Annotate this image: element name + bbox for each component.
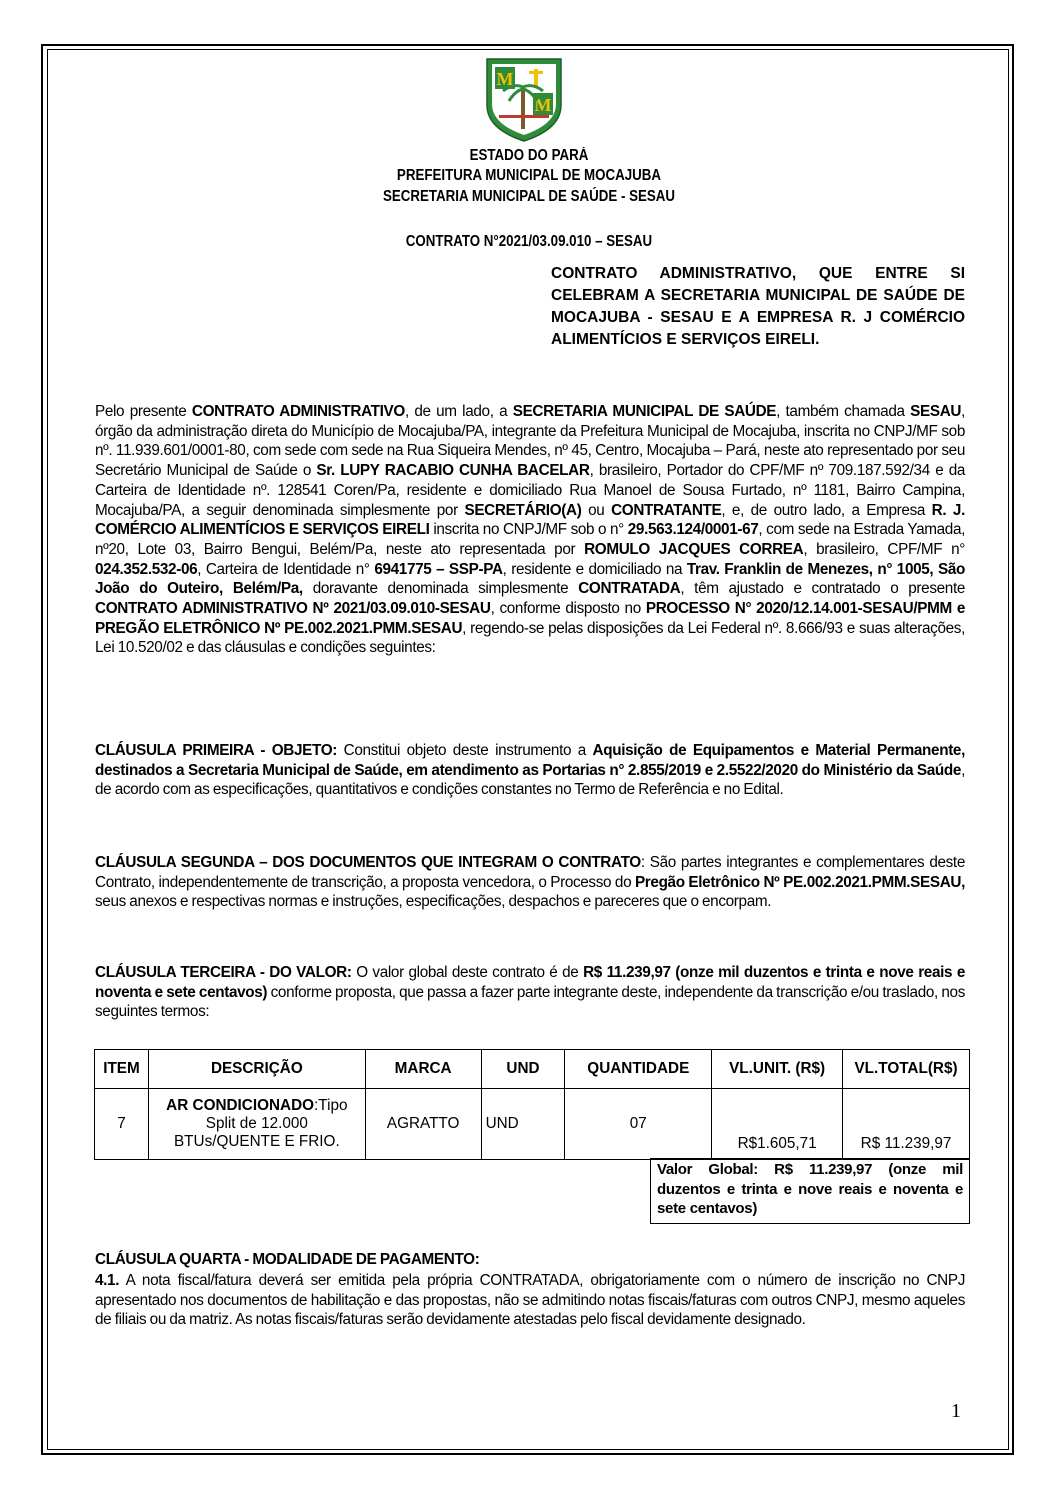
table-header-cell: ITEM [95,1050,149,1089]
table-header-row [95,1050,970,1089]
quantity-cell: 07 [565,1089,712,1160]
table-header-cell: VL.UNIT. (R$) [712,1050,843,1089]
description-cell: AR CONDICIONADO:Tipo Split de 12.000 BTUs/QUENTE E FRIO. [148,1089,365,1160]
contract-summary: CONTRATO ADMINISTRATIVO, QUE ENTRE SI CELEBRAM A SECRETARIA MUNICIPAL DE SAÚDE DE MOCAJUBA - SESAU E A EMPRESA R. J COMÉRCIO ALIMENTÍCIOS E SERVIÇOS EIRELI. [551,265,965,348]
global-value-box: Valor Global: R$ 11.239,97 (onze mil duzentos e trinta e nove reais e noventa e sete centavos) [650,1158,970,1224]
table-header-cell: VL.TOTAL(R$) [843,1050,970,1089]
header-prefecture: PREFEITURA MUNICIPAL DE MOCAJUBA [396,167,662,184]
logo-letter-top: M [496,69,514,89]
table-header-cell: UND [481,1050,565,1089]
table-header-cell: MARCA [365,1050,481,1089]
items-table [94,1049,970,1160]
unit-price-cell: R$1.605,71 [712,1089,843,1160]
item-number-cell: 7 [95,1089,149,1160]
clause-fourth-title: CLÁUSULA QUARTA - MODALIDADE DE PAGAMENTO: [95,1251,480,1268]
clause-second-paragraph: CLÁUSULA SEGUNDA – DOS DOCUMENTOS QUE INTEGRAM O CONTRATO: São partes integrantes e complementares deste Contrato, independentemente de transcrição, a proposta vencedora, o Processo do Pregão Eletrônico Nº PE.002.2021.PMM.SESAU, seus anexos e respectivas normas e instruções, especificações, despachos e pareceres que o encorpam. [95,854,965,911]
clause-first-paragraph: CLÁUSULA PRIMEIRA - OBJETO: Constitui objeto deste instrumento a Aquisição de Equipamentos e Material Permanente, destinados a Secretaria Municipal de Saúde, em atendimento as Portarias n° 2.855/2019 e 2.5522/2020 do Ministério da Saúde, de acordo com as especificações, quantitativos e condições constantes no Termo de Referência e no Edital. [95,742,965,799]
clause-fourth-paragraph: 4.1. A nota fiscal/fatura deverá ser emitida pela própria CONTRATADA, obrigatoriamente com o número de inscrição no CNPJ apresentado nos documentos de habilitação e das propostas, não se admitindo notas fiscais/faturas com outros CNPJ, mesmo aqueles de filiais ou da matriz. As notas fiscais/faturas serão devidamente atestadas pelo fiscal devidamente designado. [95,1272,965,1329]
header-secretariat: SECRETARIA MUNICIPAL DE SAÚDE - SESAU [382,188,676,205]
table-row [95,1089,970,1160]
municipal-coat-of-arms-logo [485,57,563,143]
logo-letter-bottom: M [534,95,552,115]
unit-cell: UND [481,1089,565,1160]
brand-cell: AGRATTO [365,1089,481,1160]
table-header-cell: DESCRIÇÃO [148,1050,365,1089]
preamble-paragraph: Pelo presente CONTRATO ADMINISTRATIVO, de um lado, a SECRETARIA MUNICIPAL DE SAÚDE, também chamada SESAU, órgão da administração direta do Município de Mocajuba/PA, integrante da Prefeitura Municipal de Mocajuba, inscrita no CNPJ/MF sob nº. 11.939.601/0001-80, com sede com sede na Rua Siqueira Mendes, nº 45, Centro, Mocajuba – Pará, neste ato representado por seu Secretário Municipal de Saúde o Sr. LUPY RACABIO CUNHA BACELAR, brasileiro, Portador do CPF/MF nº 709.187.592/34 e da Carteira de Identidade nº. 128541 Coren/Pa, residente e domiciliado Rua Manoel de Sousa Furtado, nº 1181, Bairro Campina, Mocajuba/PA, a seguir denominada simplesmente por SECRETÁRIO(A) ou CONTRATANTE, e, de outro lado, a Empresa R. J. COMÉRCIO ALIMENTÍCIOS E SERVIÇOS EIRELI inscrita no CNPJ/MF sob o n° 29.563.124/0001-67, com sede na Estrada Yamada, nº20, Lote 03, Bairro Bengui, Belém/Pa, neste ato representada por ROMULO JACQUES CORREA, brasileiro, CPF/MF n° 024.352.532-06, Carteira de Identidade n° 6941775 – SSP-PA, residente e domiciliado na Trav. Franklin de Menezes, n° 1005, São João do Outeiro, Belém/Pa, doravante denominada simplesmente CONTRATADA, têm ajustado e contratado o presente CONTRATO ADMINISTRATIVO Nº 2021/03.09.010-SESAU, conforme disposto no PROCESSO N° 2020/12.14.001-SESAU/PMM e PREGÃO ELETRÔNICO Nº PE.002.2021.PMM.SESAU, regendo-se pelas disposições da Lei Federal nº. 8.666/93 e suas alterações, Lei 10.520/02 e das cláusulas e condições seguintes: [95,403,966,657]
contract-number: CONTRATO N°2021/03.09.010 – SESAU [405,233,653,250]
header-state: ESTADO DO PARÁ [469,147,589,164]
page-number: 1 [951,1400,961,1422]
table-header-cell: QUANTIDADE [565,1050,712,1089]
total-price-cell: R$ 11.239,97 [843,1089,970,1160]
clause-third-paragraph: CLÁUSULA TERCEIRA - DO VALOR: O valor global deste contrato é de R$ 11.239,97 (onze mil duzentos e trinta e nove reais e noventa e sete centavos) conforme proposta, que passa a fazer parte integrante deste, independente da transcrição e/ou traslado, nos seguintes termos: [95,964,965,1021]
